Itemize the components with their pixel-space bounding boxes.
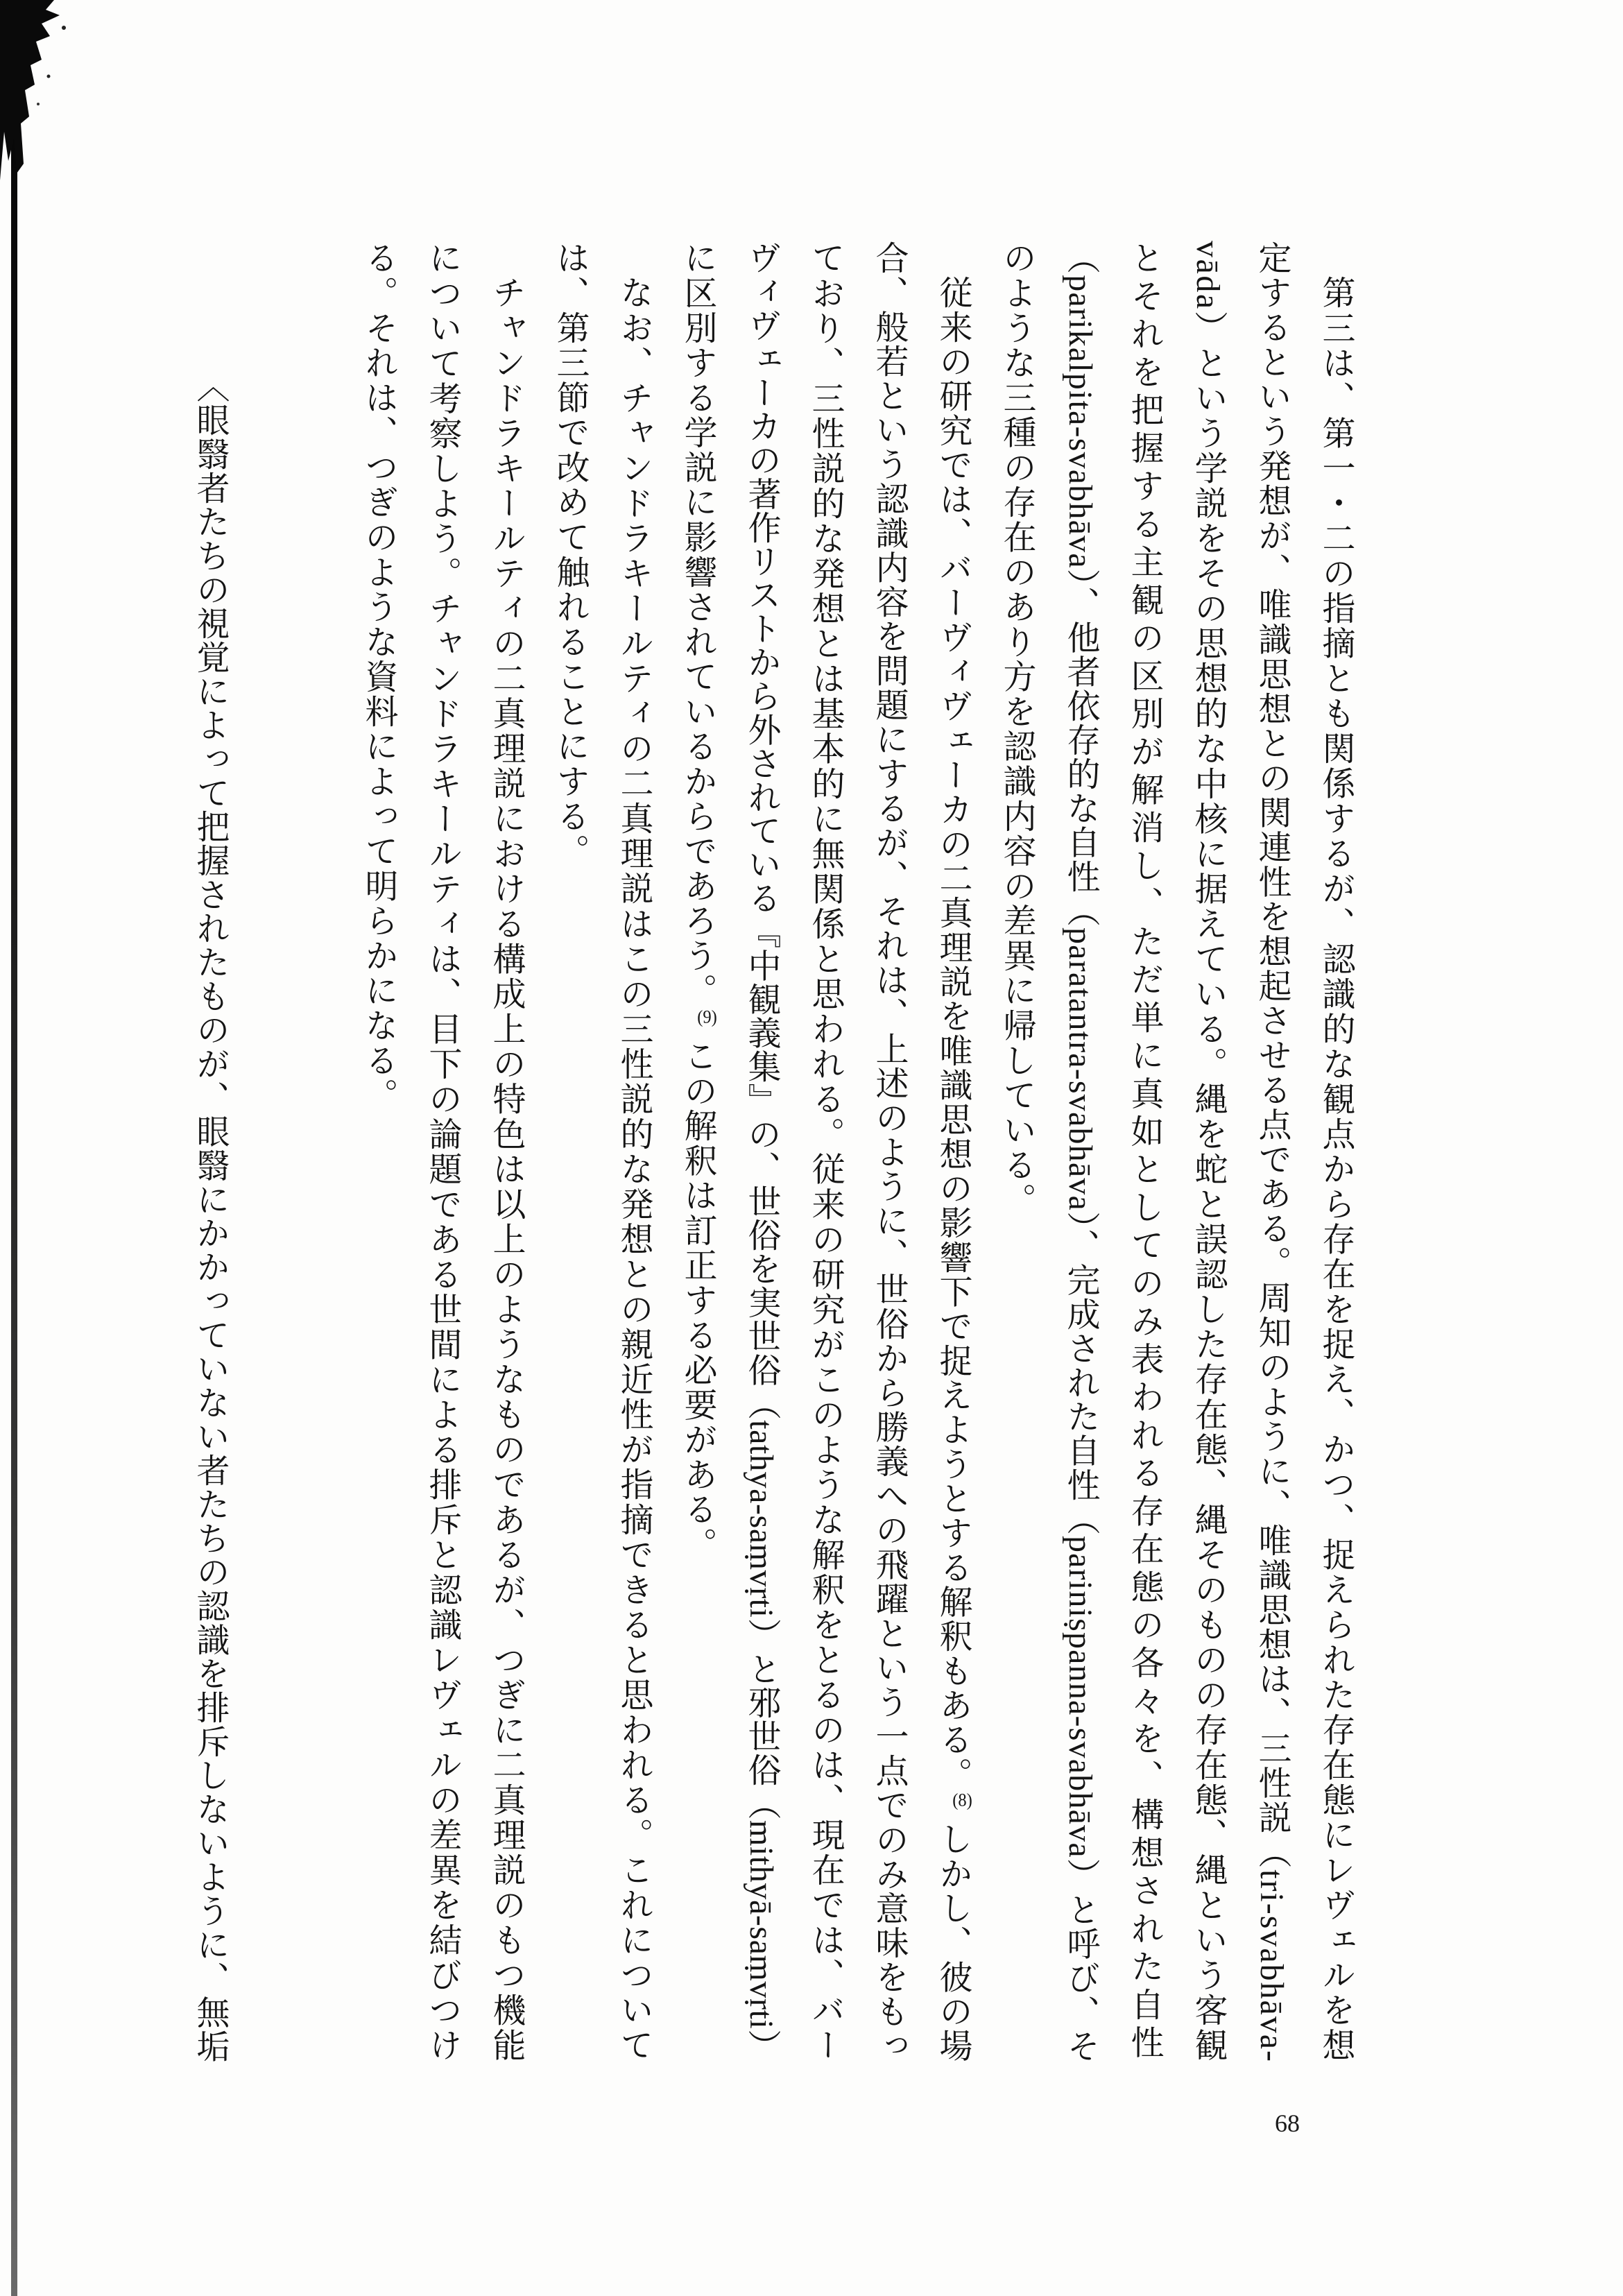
column-line (424, 241, 461, 2063)
column-line (807, 241, 843, 2063)
column-text: 合、般若という認識内容を問題にするが、それは、上述のように、世俗から勝義への飛躍という一点でのみ意味をもっ (870, 241, 907, 2063)
footnote-marker: (9) (697, 1008, 717, 1027)
column-line (191, 369, 228, 2063)
column-line (870, 241, 907, 2063)
column-line (934, 275, 971, 2063)
text-column (550, 241, 589, 2063)
text-column (1252, 241, 1291, 2063)
scan-blotch (0, 0, 76, 180)
scan-speck (47, 75, 51, 78)
column-text: この解釈は訂正する必要がある。 (679, 1038, 716, 1562)
text-column (741, 241, 780, 2063)
text-column (933, 275, 972, 2063)
text-column (486, 275, 525, 2063)
column-text: のような三種の存在のあり方を認識内容の差異に帰している。 (998, 241, 1035, 1217)
text-column (1188, 241, 1227, 2063)
column-line (1253, 241, 1290, 2063)
text-column (869, 241, 908, 2063)
column-text: ヴィヴェーカの著作リストから外されている『中観義集』の、世俗を実世俗（tathya-saṃvṛti）と邪世俗（mithyā-saṃvṛti） (743, 241, 780, 2063)
footnote-marker: (8) (952, 1791, 972, 1810)
column-text: ており、三性説的な発想とは基本的に無関係と思われる。従来の研究がこのような解釈をとるのは、現在では、バー (807, 241, 843, 2063)
column-line (1190, 241, 1226, 2063)
column-line (743, 241, 780, 2063)
scan-blotch-shape (0, 0, 60, 180)
column-text: しかし、彼の場 (934, 1822, 971, 2064)
text-column (997, 241, 1036, 2063)
column-text: に区別する学説に影響されているからであろう。 (679, 241, 716, 1009)
column-text: る。それは、つぎのような資料によって明らかになる。 (360, 241, 397, 1113)
column-text: チャンドラキールティの二真理説における構成上の特色は以上のようなものであるが、つぎに二真理説のもつ機能 (488, 275, 524, 2063)
column-line (615, 275, 652, 2063)
column-text: 定するという発想が、唯識思想との関連性を想起させる点である。周知のように、唯識思想は、三性説（tri-svabhāva- (1253, 241, 1290, 2063)
column-line (998, 241, 1035, 1217)
column-text: （parikalpita-svabhāva）、他者依存的な自性（paratantra-svabhāva）、完成された自性（pariniṣpanna-svabhāva）と呼び、そ (1062, 241, 1099, 2063)
binding-shadow (11, 0, 17, 2296)
text-column (359, 241, 397, 2063)
column-line (551, 241, 588, 868)
page-number: 68 (1275, 2109, 1300, 2137)
column-text: vāda）という学説をその思想的な中核に据えている。縄を蛇と誤認した存在態、縄そのものの存在態、縄という客観 (1190, 241, 1226, 2063)
column-line (1062, 241, 1099, 2063)
column-text: 従来の研究では、バーヴィヴェーカの二真理説を唯識思想の影響下で捉えようとする解釈もある。 (934, 275, 971, 1792)
quotation-text: 〈眼翳者たちの視覚によって把握されたものが、眼翳にかかっていない者たちの認識を排斥しないように、無垢 (191, 369, 228, 2063)
text-column (678, 241, 716, 2063)
text-column (805, 241, 844, 2063)
column-line (1126, 241, 1162, 2063)
text-column (1316, 275, 1355, 2063)
column-line (360, 241, 397, 1113)
column-text: とそれを把握する主観の区別が解消し、ただ単に真如としてのみ表われる存在態の各々を、構想された自性 (1126, 241, 1162, 2063)
column-line (1317, 275, 1354, 2063)
column-text: は、第三節で改めて触れることにする。 (551, 241, 588, 869)
text-column (1060, 241, 1099, 2063)
column-text: について考察しよう。チャンドラキールティは、目下の論題である世間による排斥と認識レヴェルの差異を結びつけ (424, 241, 461, 2063)
text-column (422, 241, 461, 2063)
column-text: なお、チャンドラキールティの二真理説はこの三性説的な発想との親近性が指摘できると思われる。これについて (615, 275, 652, 2063)
text-column (1124, 241, 1163, 2063)
column-line (488, 275, 524, 2063)
scan-speck (37, 103, 40, 105)
column-line (679, 241, 716, 1562)
scan-speck (62, 26, 66, 30)
quotation-column (190, 369, 229, 2063)
text-column (614, 275, 653, 2063)
column-text: 第三は、第一・二の指摘とも関係するが、認識的な観点から存在を捉え、かつ、捉えられた存在態にレヴェルを想 (1317, 275, 1354, 2063)
